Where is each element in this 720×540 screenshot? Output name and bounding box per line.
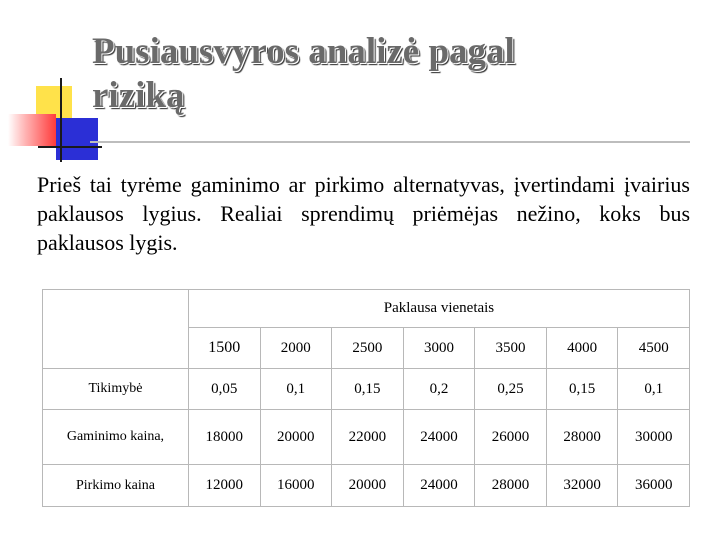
- demand-cell: 1500: [188, 328, 260, 369]
- table-cell: 20000: [332, 465, 404, 507]
- table-row-manufacturing-cost: [43, 410, 690, 465]
- demand-cell: 4500: [618, 328, 690, 369]
- table-cell: 12000: [188, 465, 260, 507]
- row-label: Tikimybė: [43, 369, 189, 410]
- red-gradient-bar: [8, 114, 56, 146]
- table-cell: 22000: [332, 410, 404, 465]
- table-cell: 32000: [546, 465, 618, 507]
- demand-cell: 3500: [475, 328, 547, 369]
- title-divider: [90, 141, 690, 143]
- table-cell: 16000: [260, 465, 332, 507]
- demand-table: [42, 289, 690, 507]
- table-cell: 30000: [618, 410, 690, 465]
- title-line-2: riziką: [92, 75, 185, 116]
- demand-cell: 4000: [546, 328, 618, 369]
- table-cell: 0,15: [546, 369, 618, 410]
- slide-title: [92, 30, 652, 118]
- table-cell: 0,1: [618, 369, 690, 410]
- table-cell: 24000: [403, 465, 475, 507]
- demand-header: Paklausa vienetais: [188, 290, 689, 328]
- table-cell: 26000: [475, 410, 547, 465]
- table-cell: 28000: [475, 465, 547, 507]
- table-cell: 36000: [618, 465, 690, 507]
- logo-horizontal-line: [38, 146, 102, 148]
- table-cell: 20000: [260, 410, 332, 465]
- table-cell: 0,25: [475, 369, 547, 410]
- table-cell: 0,2: [403, 369, 475, 410]
- table-cell: 0,05: [188, 369, 260, 410]
- table-cell: 0,15: [332, 369, 404, 410]
- demand-cell: 2500: [332, 328, 404, 369]
- demand-cell: 3000: [403, 328, 475, 369]
- title-line-1: Pusiausvyros analizė pagal: [92, 31, 515, 72]
- empty-corner-cell: [43, 290, 189, 369]
- blue-square: [56, 118, 98, 160]
- row-label: Gaminimo kaina,: [43, 410, 189, 465]
- table-cell: 0,1: [260, 369, 332, 410]
- table-cell: 18000: [188, 410, 260, 465]
- table-row-probability: [43, 369, 690, 410]
- table-cell: 28000: [546, 410, 618, 465]
- table-cell: 24000: [403, 410, 475, 465]
- row-label: Pirkimo kaina: [43, 465, 189, 507]
- demand-cell: 2000: [260, 328, 332, 369]
- body-paragraph: Prieš tai tyrėme gaminimo ar pirkimo alternatyvas, įvertindami įvairius paklausos lygius. Realiai sprendimų priėmėjas nežino, koks bus paklausos lygis.: [37, 172, 690, 255]
- table-row-purchase-cost: [43, 465, 690, 507]
- logo-vertical-line: [60, 78, 62, 162]
